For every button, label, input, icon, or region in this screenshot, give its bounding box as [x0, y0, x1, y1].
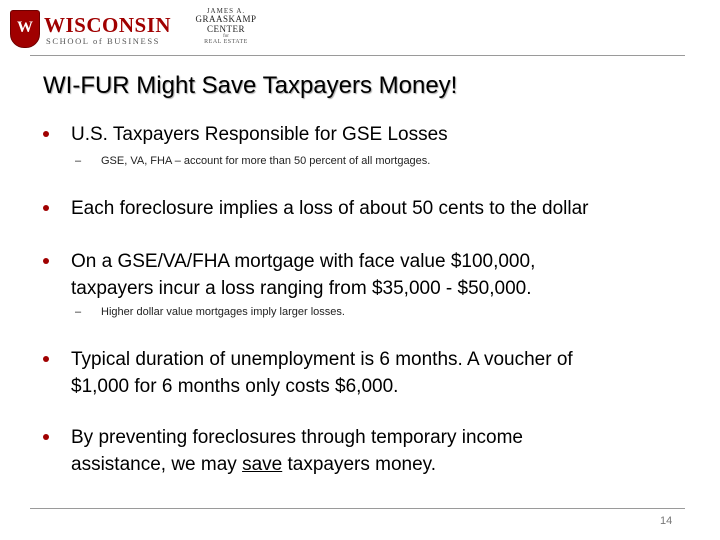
bullet-5-line2: [71, 452, 436, 477]
center-logo-line3: for: [223, 34, 229, 40]
slide-title: WI-FUR Might Save Taxpayers Money!: [43, 72, 458, 99]
bullet-dot-icon: [43, 131, 49, 137]
bullet-2: Each foreclosure implies a loss of about 50 cents to the dollar: [71, 198, 589, 219]
bullet-4-line1: Typical duration of unemployment is 6 months. A voucher of: [71, 349, 573, 370]
bullet-1: U.S. Taxpayers Responsible for GSE Losses: [71, 124, 448, 145]
sub-bullet-dash: –: [75, 155, 82, 167]
bullet-5-text-b: taxpayers money.: [282, 454, 437, 475]
bullet-dot-icon: [43, 205, 49, 211]
bullet-dot-icon: [43, 356, 49, 362]
page-number: 14: [660, 515, 673, 527]
footer-divider: [30, 508, 685, 509]
bullet-3-line2: taxpayers incur a loss ranging from $35,000 - $50,000.: [71, 278, 532, 299]
center-logo-line1: JAMES A.: [206, 7, 246, 15]
university-name: WISCONSIN: [44, 13, 172, 37]
bullet-5-text-a: assistance, we may: [71, 454, 243, 475]
sub-bullet-dash: –: [75, 306, 82, 318]
crest-letter: W: [17, 19, 33, 36]
bullet-dot-icon: [43, 258, 49, 264]
bullet-5-line1: By preventing foreclosures through temporary income: [71, 427, 524, 448]
bullet-3-sub: Higher dollar value mortgages imply larger losses.: [101, 306, 345, 318]
center-logo-line4: REAL ESTATE: [204, 39, 248, 46]
university-subtitle: SCHOOL of BUSINESS: [46, 36, 160, 46]
bullet-1-sub: GSE, VA, FHA – account for more than 50 percent of all mortgages.: [101, 155, 431, 167]
bullet-3-line1: On a GSE/VA/FHA mortgage with face value $100,000,: [71, 251, 536, 272]
bullet-5-emphasis: save: [242, 454, 283, 475]
bullet-4-line2: $1,000 for 6 months only costs $6,000.: [71, 376, 399, 397]
bullet-dot-icon: [43, 434, 49, 440]
center-logo-line2: GRAASKAMP CENTER: [195, 14, 257, 34]
